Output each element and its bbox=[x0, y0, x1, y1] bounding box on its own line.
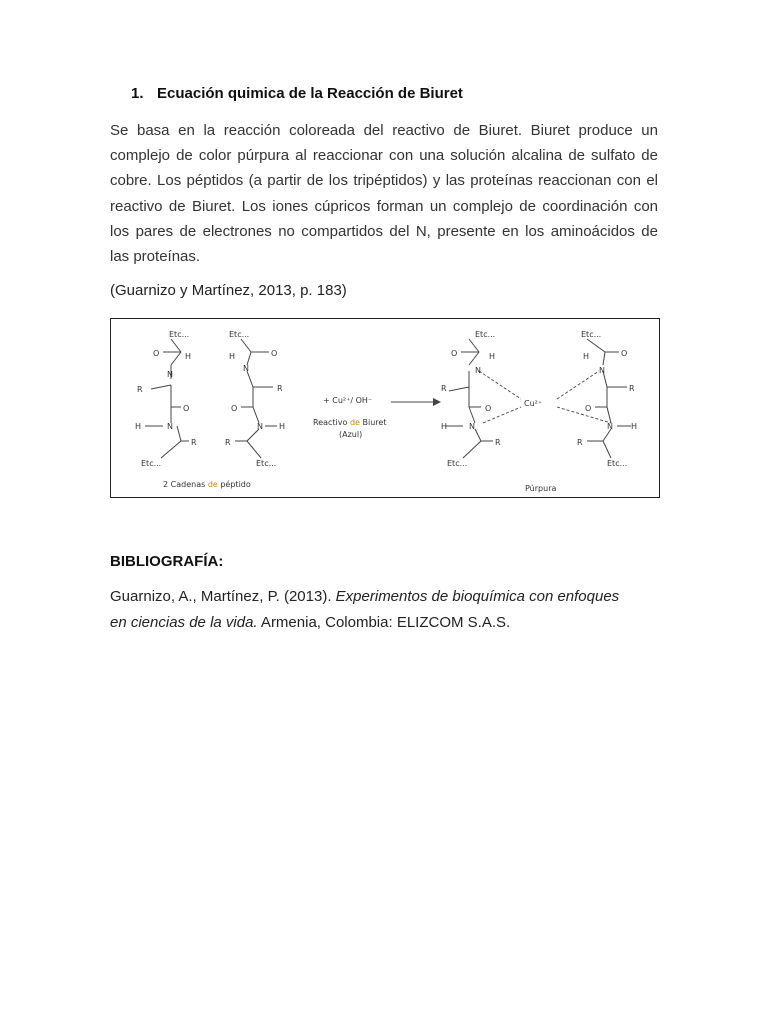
highlighted-word: de bbox=[207, 480, 218, 489]
etc-label: Etc... bbox=[475, 330, 496, 339]
reaction-diagram bbox=[111, 319, 659, 497]
product-caption: Púrpura bbox=[525, 484, 557, 493]
reference-publisher: Armenia, Colombia: ELIZCOM S.A.S. bbox=[257, 613, 511, 631]
hydrogen-label: H bbox=[583, 352, 590, 361]
paragraph-line: reactivo de Biuret. Los iones cúpricos forman un complejo de coordinación con bbox=[110, 197, 658, 215]
reagent-label: Reactivo de Biuret bbox=[313, 418, 387, 427]
paragraph-line: complejo de color púrpura al reaccionar con una solución alcalina de sulfato de bbox=[110, 147, 658, 165]
hydrogen-label: H bbox=[489, 352, 496, 361]
etc-label: Etc... bbox=[256, 459, 277, 468]
hydrogen-label: H bbox=[631, 422, 638, 431]
r-group-label: R bbox=[137, 385, 143, 394]
etc-label: Etc... bbox=[607, 459, 628, 468]
nitrogen-label: N bbox=[607, 422, 613, 431]
r-group-label: R bbox=[629, 384, 635, 393]
section-title: Ecuación quimica de la Reacción de Biuret bbox=[157, 85, 463, 102]
paragraph-line: las proteínas. bbox=[110, 247, 201, 265]
oxygen-label: O bbox=[621, 349, 628, 358]
hydrogen-label: H bbox=[229, 352, 236, 361]
etc-label: Etc... bbox=[581, 330, 602, 339]
bibliography-entry bbox=[110, 584, 670, 635]
etc-label: Etc... bbox=[447, 459, 468, 468]
nitrogen-label: N bbox=[167, 370, 173, 379]
chains-caption: 2 Cadenas de péptido bbox=[163, 480, 251, 489]
nitrogen-label: N bbox=[599, 366, 605, 375]
r-group-label: R bbox=[577, 438, 583, 447]
hydrogen-label: H bbox=[135, 422, 142, 431]
reference-line-1 bbox=[110, 584, 670, 610]
nitrogen-label: N bbox=[243, 364, 249, 373]
oxygen-label: O bbox=[153, 349, 160, 358]
biuret-reaction-figure bbox=[110, 318, 660, 498]
book-title-part-1: Experimentos de bioquímica con enfoques bbox=[335, 588, 620, 605]
copper-ion-label: Cu²⁺ bbox=[524, 399, 543, 408]
paragraph-line: Se basa en la reacción coloreada del reactivo de Biuret. Biuret produce un bbox=[110, 122, 658, 139]
etc-label: Etc... bbox=[229, 330, 250, 339]
r-group-label: R bbox=[225, 438, 231, 447]
paragraph-line: los pares de electrones no compartidos del N, presente en los aminoácidos de bbox=[110, 222, 658, 240]
coordination-bonds bbox=[479, 371, 611, 423]
oxygen-label: O bbox=[585, 404, 592, 413]
reagent-color-label: (Azul) bbox=[339, 430, 363, 439]
nitrogen-label: N bbox=[257, 422, 263, 431]
r-group-label: R bbox=[191, 438, 197, 447]
oxygen-label: O bbox=[271, 349, 278, 358]
book-title-part-2: en ciencias de la vida. bbox=[110, 613, 258, 631]
hydrogen-label: H bbox=[185, 352, 192, 361]
section-heading bbox=[131, 85, 463, 102]
section-number: 1. bbox=[131, 85, 144, 102]
etc-label: Etc... bbox=[141, 459, 162, 468]
r-group-label: R bbox=[277, 384, 283, 393]
body-paragraph bbox=[110, 118, 658, 269]
r-group-label: R bbox=[441, 384, 447, 393]
bibliography-title: BIBLIOGRAFÍA: bbox=[110, 553, 224, 570]
etc-label: Etc... bbox=[169, 330, 190, 339]
oxygen-label: O bbox=[231, 404, 238, 413]
paragraph-line: cobre. Los péptidos (a partir de los tripéptidos) y las proteínas reaccionan con el bbox=[110, 172, 658, 190]
nitrogen-label: N bbox=[469, 422, 475, 431]
hydrogen-label: H bbox=[279, 422, 286, 431]
highlighted-word: de bbox=[349, 418, 360, 427]
reference-authors: Guarnizo, A., Martínez, P. (2013). bbox=[110, 588, 336, 605]
reference-line-2 bbox=[110, 610, 670, 636]
citation: (Guarnizo y Martínez, 2013, p. 183) bbox=[110, 282, 347, 299]
nitrogen-label: N bbox=[167, 422, 173, 431]
oxygen-label: O bbox=[451, 349, 458, 358]
nitrogen-label: N bbox=[475, 366, 481, 375]
reagent-formula: + Cu²⁺/ OH⁻ bbox=[323, 396, 373, 405]
r-group-label: R bbox=[495, 438, 501, 447]
oxygen-label: O bbox=[183, 404, 190, 413]
oxygen-label: O bbox=[485, 404, 492, 413]
hydrogen-label: H bbox=[441, 422, 448, 431]
